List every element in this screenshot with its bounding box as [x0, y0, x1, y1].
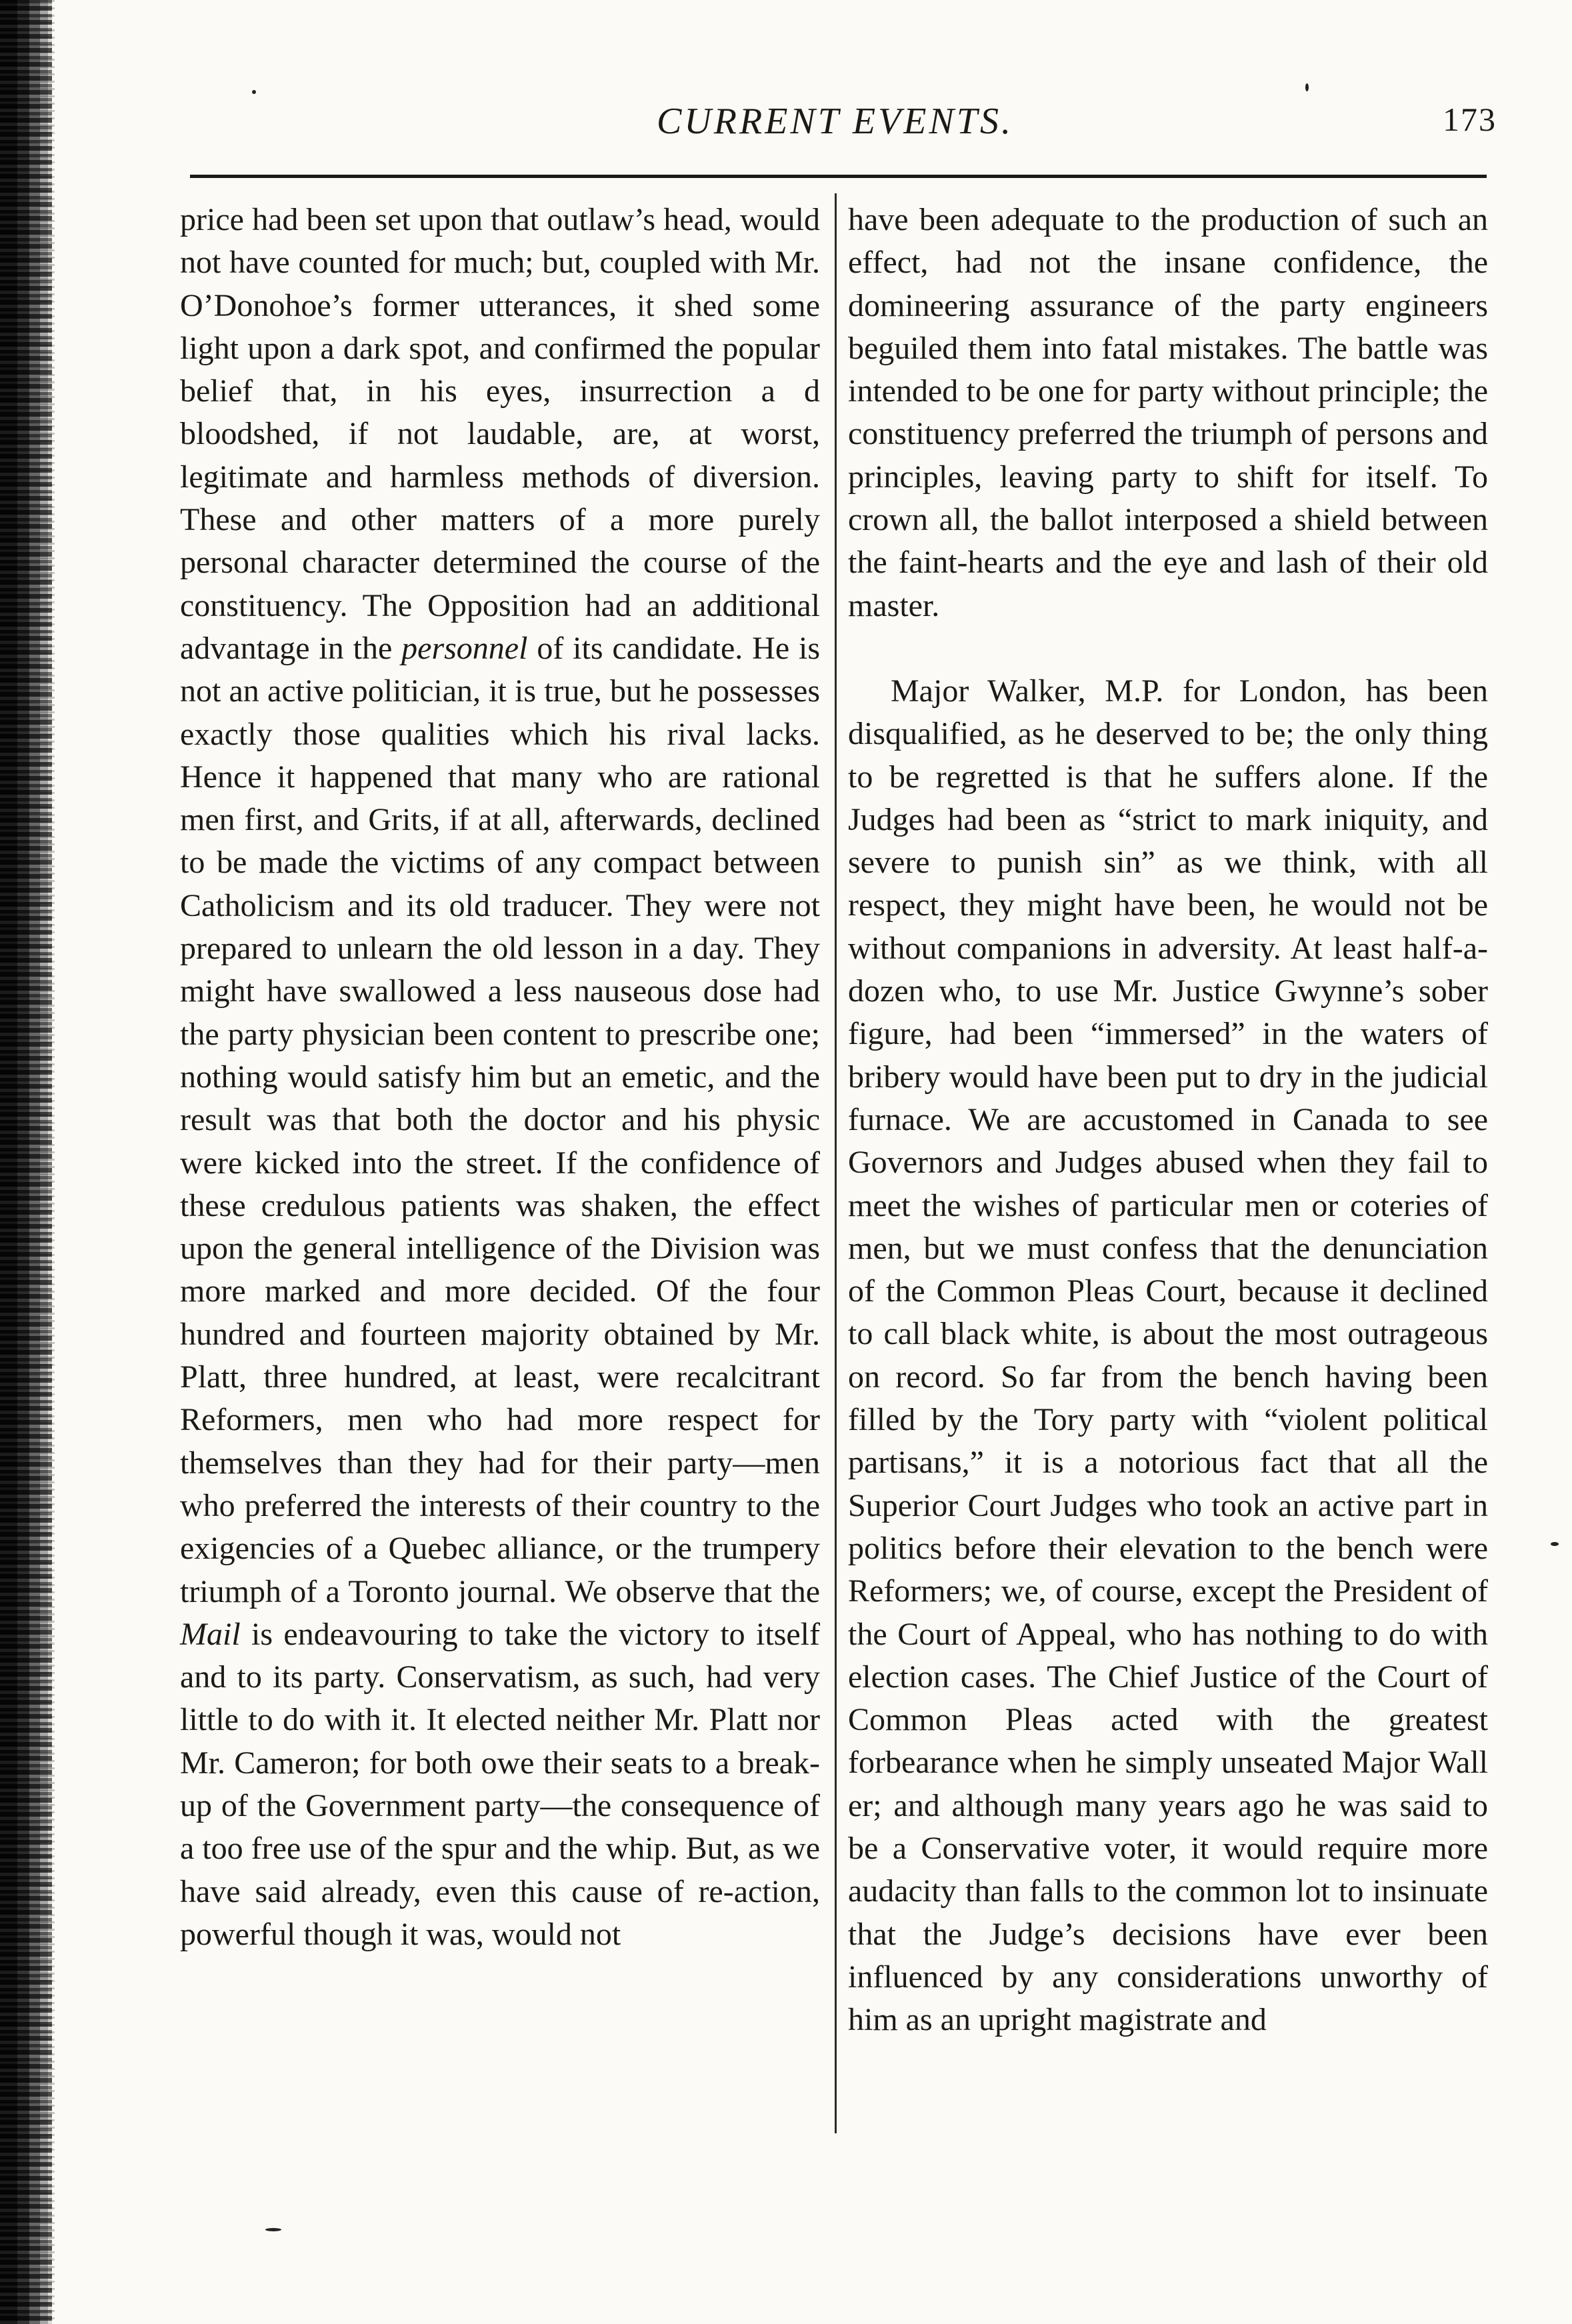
print-speck: [1305, 83, 1309, 91]
left-paragraph: [180, 199, 820, 1956]
italic-term: Mail: [180, 1616, 241, 1652]
page-number: 173: [1443, 101, 1497, 138]
right-paragraph-1: have been adequate to the production of such an effect, had not the insane confidence, the domineering assurance of the party engineers beguiled them into fatal mistakes. The battle was intended to be one for party without principle; the constituency preferred the triumph of persons and principles, leaving party to shift for itself. To crown all, the ballot interposed a shield between the faint-hearts and the eye and lash of their old master.: [848, 202, 1488, 623]
page-header: [173, 100, 1497, 173]
column-divider: [835, 193, 837, 2133]
italic-term: personnel: [401, 630, 528, 666]
text-span: price had been set upon that outlaw’s head, would not have counted for much; but, coupled with Mr. O’Donohoe’s former utterances, it shed some light upon a dark spot, and confirmed the popular belief that, in his eyes, insurrection a d bloodshed, if not laudable, are, at worst, legitimate and harmless methods of diversion. These and other matters of a more purely personal character determined the course of the constituency. The Opposition had an additional advantage in the: [180, 202, 820, 666]
print-speck: [252, 90, 256, 94]
text-span: is endeavouring to take the victory to itself and to its party. Conservatism, as such, had very little to do with it. It elected neither Mr. Platt nor Mr. Cameron; for both owe their seats to a break-up of the Government party—the consequence of a too free use of the spur and the whip. But, as we have said already, even this cause of re-action, powerful though it was, would not: [180, 1616, 820, 1952]
running-title: CURRENT EVENTS.: [656, 101, 1013, 142]
right-paragraph-2: Major Walker, M.P. for London, has been disqualified, as he deserved to be; the only thing to be regretted is that he suffers alone. If the Judges had been as “strict to mark iniquity, and severe to punish sin” as we think, with all respect, they might have been, he would not be without companions in adversity. At least half-a-dozen who, to use Mr. Justice Gwynne’s sober figure, had been “immersed” in the waters of bribery would have been put to dry in the judicial furnace. We are accustomed in Canada to see Governors and Judges abused when they fail to meet the wishes of particular men or coteries of men, but we must confess that the denunciation of the Common Pleas Court, because it declined to call black white, is about the most outrageous on record. So far from the bench having been filled by the Tory party with “violent political partisans,” it is a notorious fact that all the Superior Court Judges who took an active part in politics before their elevation to the bench were Reformers; we, of course, except the President of the Court of Appeal, who has nothing to do with election cases. The Chief Justice of the Court of Common Pleas acted with the greatest forbearance when he simply unseated Major Wall er; and although many years ago he was said to be a Conservative voter, it would require more audacity than falls to the common lot to insinuate that the Judge’s decisions have ever been influenced by any considerations unworthy of him as an upright magistrate and: [848, 673, 1488, 2038]
print-speck: [1551, 1542, 1559, 1546]
right-column: [848, 199, 1488, 2192]
binding-shadow: [40, 0, 55, 2324]
left-column: [180, 199, 820, 2192]
print-speck: [265, 2228, 281, 2231]
header-rule: [190, 175, 1487, 178]
text-span: of its candidate. He is not an active politician, it is true, but he possesses exactly those qualities which his rival lacks. Hence it happened that many who are rational men first, and Grits, if at all, afterwards, declined to be made the victims of any compact between Catholicism and its old traducer. They were not prepared to unlearn the old lesson in a day. They might have swallowed a less nauseous dose had the party physician been content to prescribe one; nothing would satisfy him but an emetic, and the result was that both the doctor and his physic were kicked into the street. If the confidence of these credulous patients was shaken, the effect upon the general intelligence of the Division was more marked and more decided. Of the four hundred and fourteen majority obtained by Mr. Platt, three hundred, at least, were recalcitrant Reformers, men who had more respect for themselves than they had for their party—men who preferred the interests of their country to the exigencies of a Quebec alliance, or the trumpery triumph of a Toronto journal. We observe that the: [180, 630, 820, 1609]
